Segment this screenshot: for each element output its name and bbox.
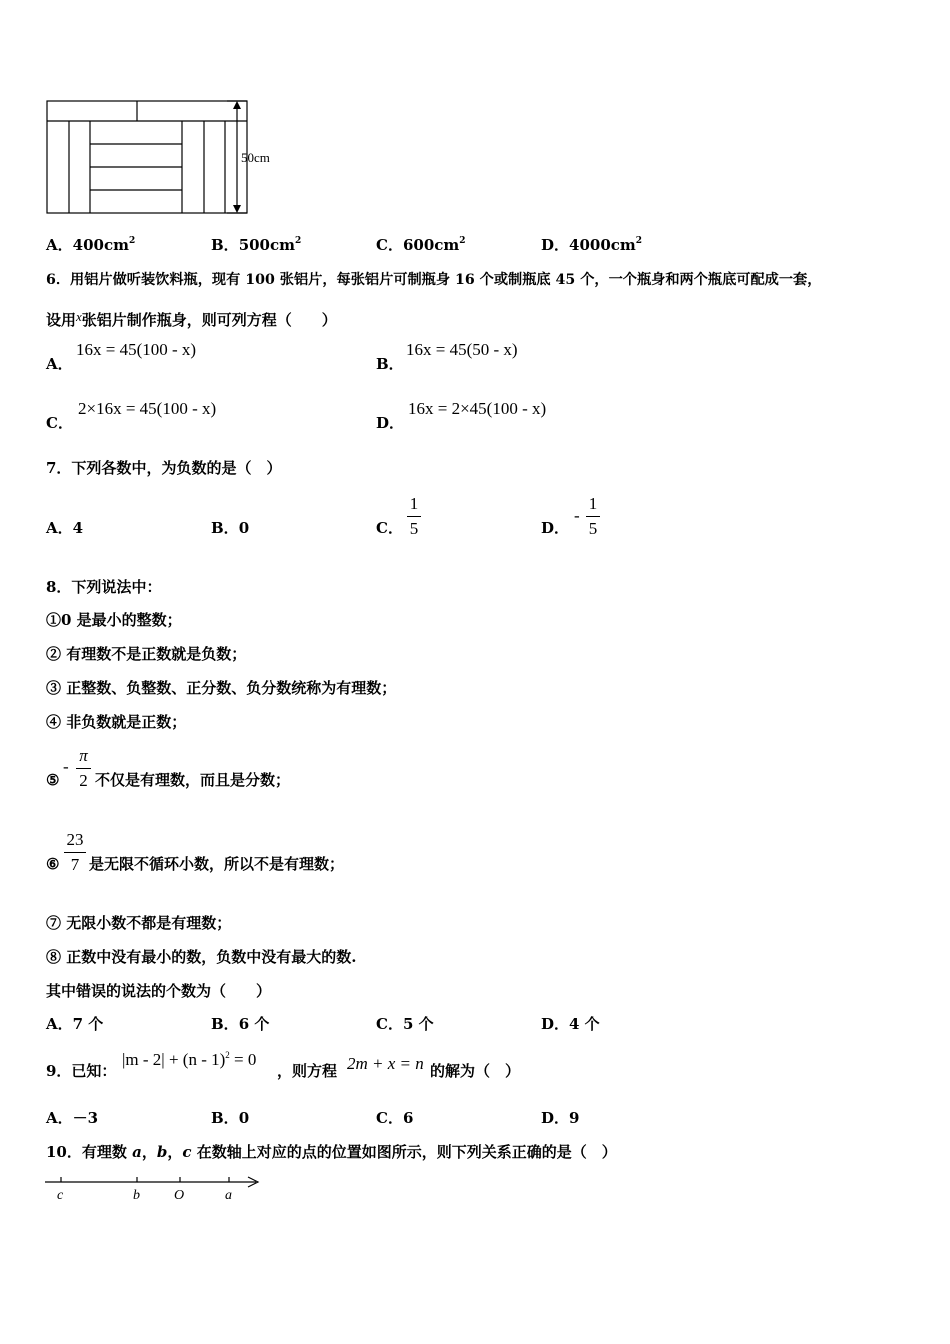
- q6-stem-line1: 6．用铝片做听装饮料瓶，现有 100 张铝片，每张铝片可制瓶身 16 个或制瓶底 45 个，一个瓶身和两个瓶底可配成一套，: [46, 272, 822, 288]
- q6-option-d-equation: 16x = 2×45(100 - x): [408, 399, 547, 418]
- axis-label-o: O: [174, 1188, 185, 1203]
- number-line: [40, 1172, 270, 1207]
- q9-option-a: A．－3: [46, 1109, 99, 1127]
- q8-statement-2: ② 有理数不是正数就是负数；: [46, 645, 247, 663]
- q8-statement-3: ③ 正整数、负整数、正分数、负分数统称为有理数；: [46, 679, 397, 697]
- q7-option-d-fraction: 1 5: [586, 494, 600, 539]
- q6-option-b-equation: 16x = 45(50 - x): [406, 340, 518, 359]
- q5-option-b: B．$500cm^2$: [211, 236, 302, 254]
- q8-statement-6-text: 是无限不循环小数，所以不是有理数；: [89, 855, 345, 873]
- q9-option-d: D．9: [541, 1109, 580, 1127]
- q8-question: 其中错误的说法的个数为（ ）: [46, 982, 272, 1000]
- q8-statement-5-fraction: π 2: [76, 746, 91, 791]
- q5-option-d: D．$4000cm^2$: [541, 236, 643, 254]
- q7-option-b: B．0: [211, 519, 250, 537]
- rectangle-figure: [40, 95, 290, 220]
- q7-option-d-letter: D．: [541, 519, 570, 537]
- q7-option-c-letter: C．: [376, 519, 403, 537]
- q6-option-c-equation: 2×16x = 45(100 - x): [78, 399, 217, 418]
- q8-statement-7: ⑦ 无限小数不都是有理数；: [46, 914, 232, 932]
- q9-stem-pre: 9．已知：: [46, 1062, 117, 1080]
- q8-statement-1: ①0 是最小的整数；: [46, 611, 182, 629]
- q8-statement-4: ④ 非负数就是正数；: [46, 713, 187, 731]
- q5-option-c: C．$600cm^2$: [376, 236, 466, 254]
- q8-statement-6-fraction: 23 7: [64, 830, 86, 875]
- q7-option-a: A．4: [46, 519, 84, 537]
- q8-option-d: D．4 个: [541, 1015, 600, 1033]
- q8-statement-5-sign: -: [63, 757, 69, 776]
- q9-condition: |m - 2| + (n - 1)$^2$ = 0: [122, 1050, 257, 1069]
- q8-statement-5-marker: ⑤: [46, 771, 60, 789]
- q6-option-a-equation: 16x = 45(100 - x): [76, 340, 197, 359]
- dimension-label: 50cm: [241, 150, 270, 165]
- q8-statement-6-marker: ⑥: [46, 855, 60, 873]
- q9-stem-mid: ，则方程: [277, 1062, 338, 1080]
- q7-option-d-sign: -: [574, 506, 580, 525]
- q6-option-c-letter: C．: [46, 414, 73, 432]
- q6-option-a-letter: A．: [46, 355, 73, 373]
- q5-option-a: A．$400cm^2$: [46, 236, 136, 254]
- q8-statement-8: ⑧ 正数中没有最小的数，负数中没有最大的数.: [46, 948, 357, 966]
- q10-stem: 10．有理数 a，b，c 在数轴上对应的点的位置如图所示，则下列关系正确的是（ ）: [46, 1143, 617, 1161]
- q8-option-c: C．5 个: [376, 1015, 434, 1033]
- q9-option-b: B．0: [211, 1109, 250, 1127]
- q8-stem: 8．下列说法中：: [46, 578, 162, 596]
- q8-option-b: B．6 个: [211, 1015, 270, 1033]
- q6-stem-line2: 设用x张铝片制作瓶身，则可列方程（ ）: [46, 309, 337, 329]
- q9-stem-post: 的解为（ ）: [430, 1062, 521, 1080]
- q7-stem: 7．下列各数中，为负数的是（ ）: [46, 459, 282, 477]
- q8-statement-5-text: 不仅是有理数，而且是分数；: [95, 771, 291, 789]
- axis-label-b: b: [133, 1188, 140, 1203]
- axis-label-c: c: [57, 1188, 64, 1203]
- q9-equation: 2m + x = n: [347, 1054, 424, 1073]
- q8-option-a: A．7 个: [46, 1015, 104, 1033]
- q6-option-d-letter: D．: [376, 414, 405, 432]
- q9-option-c: C．6: [376, 1109, 414, 1127]
- q7-option-c-fraction: 1 5: [407, 494, 421, 539]
- axis-label-a: a: [225, 1188, 232, 1203]
- q6-option-b-letter: B．: [376, 355, 404, 373]
